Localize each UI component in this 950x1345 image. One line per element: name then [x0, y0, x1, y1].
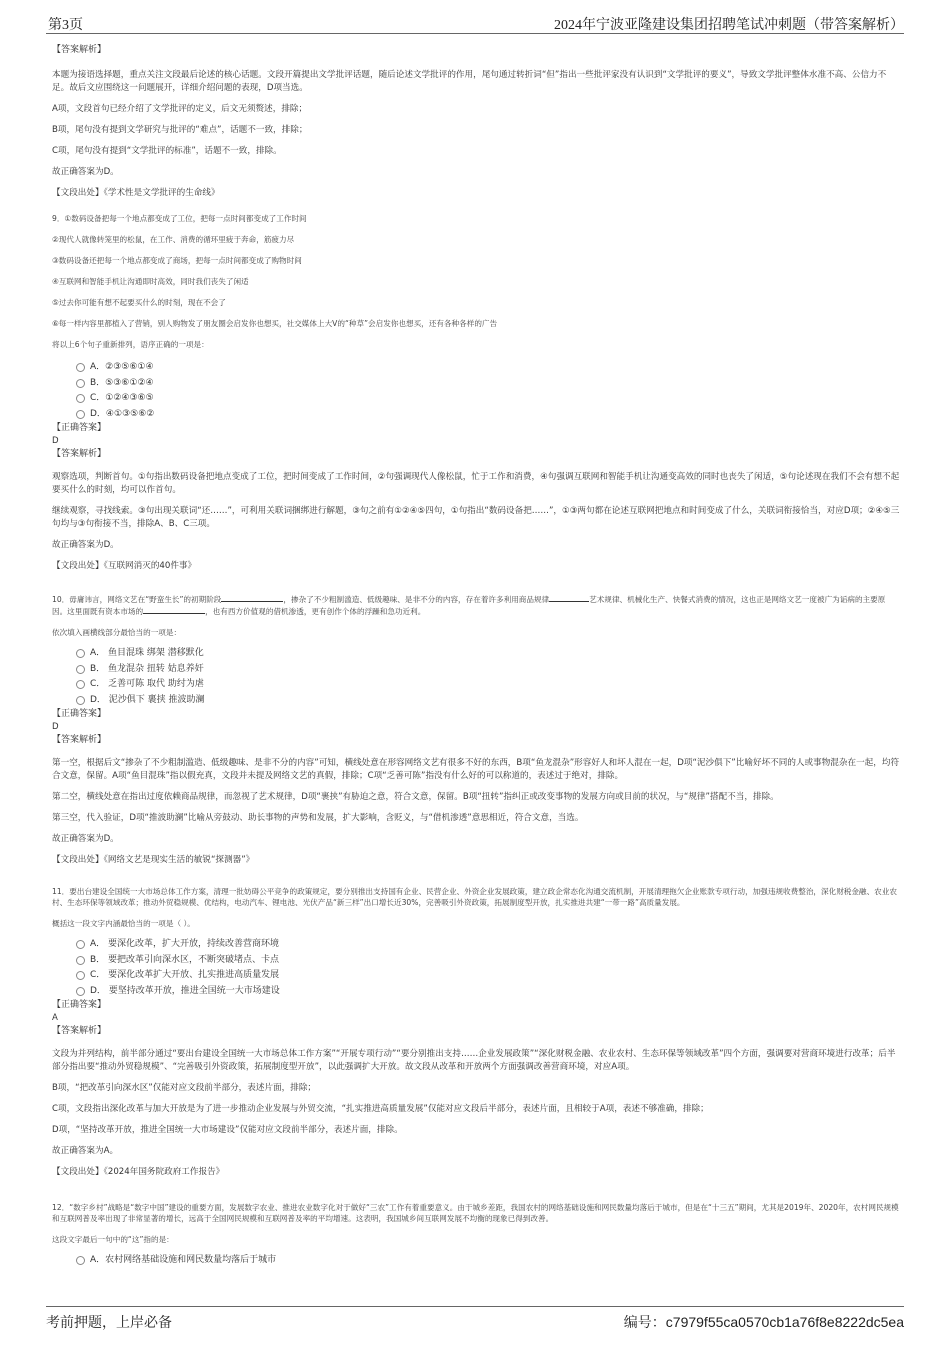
fill-blank-2: [549, 593, 589, 602]
fill-blank-3: [143, 605, 205, 614]
question-11: [52, 886, 900, 1179]
question-9: [52, 213, 900, 573]
radio-button[interactable]: [76, 649, 85, 658]
q10-options: [76, 646, 900, 708]
radio-button[interactable]: [76, 665, 85, 674]
option-label: D． 泥沙俱下 裹挟 推波助澜: [90, 694, 205, 705]
radio-button[interactable]: [76, 987, 85, 996]
analysis-label: 【答案解析】: [52, 1026, 107, 1036]
correct-answer-label: 【正确答案】: [52, 1000, 107, 1010]
analysis-paragraph: 第三空，代入验证，D项“推波助澜”比喻从旁鼓动、助长事物的声势和发展，扩大影响，含贬义，与“借机渗透”意思相近，符合文意，当选。: [52, 813, 584, 823]
analysis-line-c: C项，文段指出深化改革与加大开放是为了进一步推动企业发展与外贸交流，“扎实推进高质量发展”仅能对应文段后半部分，表述片面，且相较于A项，表述不够准确，排除；: [52, 1104, 709, 1114]
q9-stem-line: ⑥每一样内容里都植入了营销，别人购物发了朋友圈会启发你也想买，社交媒体上大V的“种草”会启发你也想买，还有各种各样的广告: [52, 319, 498, 328]
option-label: A．农村网络基础设施和网民数量均落后于城市: [90, 1255, 277, 1265]
analysis-conclusion: 故正确答案为A。: [52, 1146, 119, 1156]
option-label: B． 鱼龙混杂 扭转 姑息养奸: [90, 663, 204, 674]
analysis-paragraph: 第二空，横线处意在指出过度依赖商品规律，而忽视了艺术规律，D项“裹挟”有胁迫之意，符合文意，保留。B项“扭转”指纠正或改变事物的发展方向或目前的状况，与“规律”搭配不当，排除。: [52, 792, 779, 802]
q9-option-d[interactable]: [76, 407, 900, 423]
q9-options: [76, 360, 900, 422]
option-label: A．②③⑤⑥①④: [90, 362, 154, 372]
q9-stem-line: ⑤过去你可能有想不起要买什么的时刻，现在不会了: [52, 298, 226, 307]
fill-blank-1: [221, 593, 283, 602]
q9-option-a[interactable]: [76, 360, 900, 376]
question-10: [52, 593, 900, 867]
analysis-paragraph: 观察选项，判断首句。①句指出数码设备把地点变成了工位，把时间变成了工作时间，②句强调现代人像松鼠，忙于工作和消费，④句强调互联网和智能手机让沟通变高效的同时也丧失了闲适，⑤句论述现在我们不会有想不起要买什么的时刻，均可以作首句。: [52, 472, 900, 495]
analysis-line-d: D项，“坚持改革开放，推进全国统一大市场建设”仅能对应文段前半部分，表述片面，排除。: [52, 1125, 403, 1135]
correct-answer-value: A: [52, 1013, 58, 1023]
footer-divider: [46, 1306, 904, 1307]
q10-prompt: 依次填入画横线部分最恰当的一项是：: [52, 628, 182, 637]
q9-stem-line: ②现代人就像转笼里的松鼠，在工作、消费的循环里疲于奔命，筋疲力尽: [52, 235, 295, 244]
previous-question-analysis: [52, 44, 900, 200]
option-label: A． 要深化改革，扩大开放，持续改善营商环境: [90, 939, 280, 949]
option-label: C． 要深化改革扩大开放、扎实推进高质量发展: [90, 970, 280, 980]
q11-options: [76, 937, 900, 999]
q11-option-d[interactable]: [76, 984, 900, 1000]
q9-option-b[interactable]: [76, 376, 900, 392]
analysis-paragraph: 本题为接语选择题，重点关注文段最后论述的核心话题。文段开篇提出文学批评话题，随后论述文学批评的作用，尾句通过转折词“但”指出一些批评家没有认识到“文学批评的要义”，导致文学批评整体水准不高、公信力不足。故后文应围绕这一问题展开，详细介绍问题的表现，D项当选。: [52, 70, 887, 93]
q9-option-c[interactable]: [76, 391, 900, 407]
radio-button[interactable]: [76, 696, 85, 705]
q12-prompt: 这段文字最后一句中的“这”指的是：: [52, 1235, 174, 1244]
option-label: B． 要把改革引向深水区，不断突破堵点、卡点: [90, 954, 280, 965]
document-title: 2024年宁波亚隆建设集团招聘笔试冲刺题（带答案解析）: [554, 18, 904, 33]
radio-button[interactable]: [76, 971, 85, 980]
radio-button[interactable]: [76, 680, 85, 689]
radio-button[interactable]: [76, 1256, 85, 1265]
page-header: [0, 0, 950, 36]
analysis-conclusion: 故正确答案为D。: [52, 540, 119, 550]
q10-stem: [52, 593, 900, 617]
analysis-paragraph: 继续观察，寻找线索。③句出现关联词“还……”，可利用关联词捆绑进行解题，③句之前有①②④⑤四句，①句指出“数码设备把……”，①③两句都在论述互联网把地点和时间变成了什么，关联词衔接恰当，对应D项；②④⑤三句均与③句衔接不当，排除A、B、C三项。: [52, 506, 900, 529]
q11-prompt: 概括这一段文字内涵最恰当的一项是（ ）。: [52, 919, 195, 928]
q10-stem-part: 10．毋庸讳言，网络文艺在“野蛮生长”的初期阶段: [52, 595, 222, 604]
header-divider: [46, 33, 904, 34]
q11-option-c[interactable]: [76, 968, 900, 984]
q10-option-a[interactable]: [76, 646, 900, 662]
radio-button[interactable]: [76, 956, 85, 965]
q12-option-a[interactable]: [76, 1253, 900, 1269]
source-citation: 【文段出处】《2024年国务院政府工作报告》: [52, 1167, 225, 1177]
page-number: 第3页: [48, 18, 83, 33]
option-label: D．④①③⑤⑥②: [90, 408, 155, 419]
q10-stem-part: 艺术规律、机械化生产、快餐式消费的情况，这也正是网络文艺一度被广为诟病的主要原因。这里面既有资本市场的: [52, 595, 886, 616]
correct-answer-label: 【正确答案】: [52, 423, 107, 433]
analysis-label: 【答案解析】: [52, 735, 107, 745]
source-citation: 【文段出处】《网络文艺是现实生活的敏锐“探测器”》: [52, 855, 255, 865]
q12-options: [76, 1253, 900, 1269]
document-id: 编号：c7979f55ca0570cb1a76f8e8222dc5ea: [623, 1314, 904, 1330]
q10-stem-part: ，掺杂了不少粗制滥造、低级趣味、是非不分的内容，存在着许多利用商品规律: [283, 595, 550, 604]
analysis-line-b: B项，“把改革引向深水区”仅能对应文段前半部分，表述片面，排除；: [52, 1083, 317, 1093]
q9-stem-line: ③数码设备还把每一个地点都变成了商场，把每一点时间都变成了购物时间: [52, 256, 302, 265]
q10-stem-part: ，也有西方价值观的借机渗透，更有创作个体的浮躁和急功近利。: [205, 607, 426, 616]
option-label: B．⑤③⑥①②④: [90, 377, 154, 388]
footer-slogan: 考前押题，上岸必备: [46, 1316, 172, 1331]
analysis-conclusion: 故正确答案为D。: [52, 167, 119, 177]
q11-option-b[interactable]: [76, 953, 900, 969]
q11-stem: 11．要出台建设全国统一大市场总体工作方案，清理一批妨碍公平竞争的政策规定，要分别推出支持国有企业、民营企业、外资企业发展政策，建立政企常态化沟通交流机制，开展清理拖欠企业账款专项行动，加强违规收费整治，深化财税金融、农业农村、生态环保等领域改革；推动外贸稳规模、优结构，电动汽车、锂电池、光伏产品“新三样”出口增长近30%，完善吸引外资政策，拓展制度型开放，扎实推进共建“一带一路”高质量发展。: [52, 887, 897, 907]
q10-option-d[interactable]: [76, 693, 900, 709]
radio-button[interactable]: [76, 940, 85, 949]
analysis-conclusion: 故正确答案为D。: [52, 834, 119, 844]
analysis-label: 【答案解析】: [52, 45, 107, 55]
source-citation: 【文段出处】《学术性是文学批评的生命线》: [52, 188, 220, 198]
q11-option-a[interactable]: [76, 937, 900, 953]
q10-option-b[interactable]: [76, 662, 900, 678]
q10-option-c[interactable]: [76, 677, 900, 693]
option-label: A． 鱼目混珠 绑架 潜移默化: [90, 648, 204, 658]
source-citation: 【文段出处】《互联网消灭的40件事》: [52, 561, 197, 571]
analysis-line-a: A项，文段首句已经介绍了文学批评的定义，后文无须赘述，排除；: [52, 104, 308, 114]
analysis-label: 【答案解析】: [52, 449, 107, 459]
radio-button[interactable]: [76, 379, 85, 388]
option-label: C．①②④③⑥⑤: [90, 393, 154, 403]
question-12: [52, 1202, 900, 1269]
option-label: C． 乏善可陈 取代 助纣为虐: [90, 679, 204, 689]
radio-button[interactable]: [76, 410, 85, 419]
q9-stem-line: ④互联网和智能手机让沟通即时高效，同时我们丧失了闲适: [52, 277, 249, 286]
radio-button[interactable]: [76, 394, 85, 403]
q12-stem: 12．“数字乡村”战略是“数字中国”建设的重要方面，发展数字农业、推进农业数字化对于做好“三农”工作有着重要意义。由于城乡差距，我国农村的网络基础设施和网民数量均落后于城市，但是在“十三五”期间，尤其是2019年、2020年，农村网民规模和互联网普及率出现了非常显著的增长，远高于全国网民规模和互联网普及率的平均增速。这表明，我国城乡间互联网发展不均衡的现象已得到改善。: [52, 1203, 899, 1223]
analysis-paragraph: 第一空，根据后文“掺杂了不少粗制滥造、低级趣味、是非不分的内容”可知，横线处意在形容网络文艺有很多不好的东西，B项“鱼龙混杂”形容好人和坏人混在一起，D项“泥沙俱下”比喻好坏不同的人或事物混杂在一起，均符合文意，保留。A项“鱼目混珠”指以假充真，文段并未提及网络文艺的真假，排除；C项“乏善可陈”指没有什么好的可以称道的，表述过于绝对，排除。: [52, 758, 900, 781]
analysis-line-b: B项，尾句没有提到文学研究与批评的“难点”，话题不一致，排除；: [52, 125, 308, 135]
correct-answer-value: D: [52, 436, 59, 446]
analysis-line-c: C项，尾句没有提到“文学批评的标准”，话题不一致，排除。: [52, 146, 282, 156]
analysis-paragraph: 文段为并列结构，前半部分通过“要出台建设全国统一大市场总体工作方案”“开展专项行动”“要分别推出支持……企业发展政策”“深化财税金融、农业农村、生态环保等领域改革”四个方面，强调要对营商环境进行改革；后半部分指出要“推动外贸稳规模”、“完善吸引外资政策，拓展制度型开放”，以此强调扩大开放。故文段从改革和开放两个方面强调改善营商环境，对应A项。: [52, 1049, 896, 1072]
correct-answer-value: D: [52, 722, 59, 732]
radio-button[interactable]: [76, 363, 85, 372]
q9-prompt: 将以上6个句子重新排列，语序正确的一项是：: [52, 340, 209, 349]
option-label: D． 要坚持改革开放，推进全国统一大市场建设: [90, 985, 280, 996]
q9-stem-line: 9．①数码设备把每一个地点都变成了工位，把每一点时间都变成了工作时间: [52, 214, 307, 223]
correct-answer-label: 【正确答案】: [52, 709, 107, 719]
